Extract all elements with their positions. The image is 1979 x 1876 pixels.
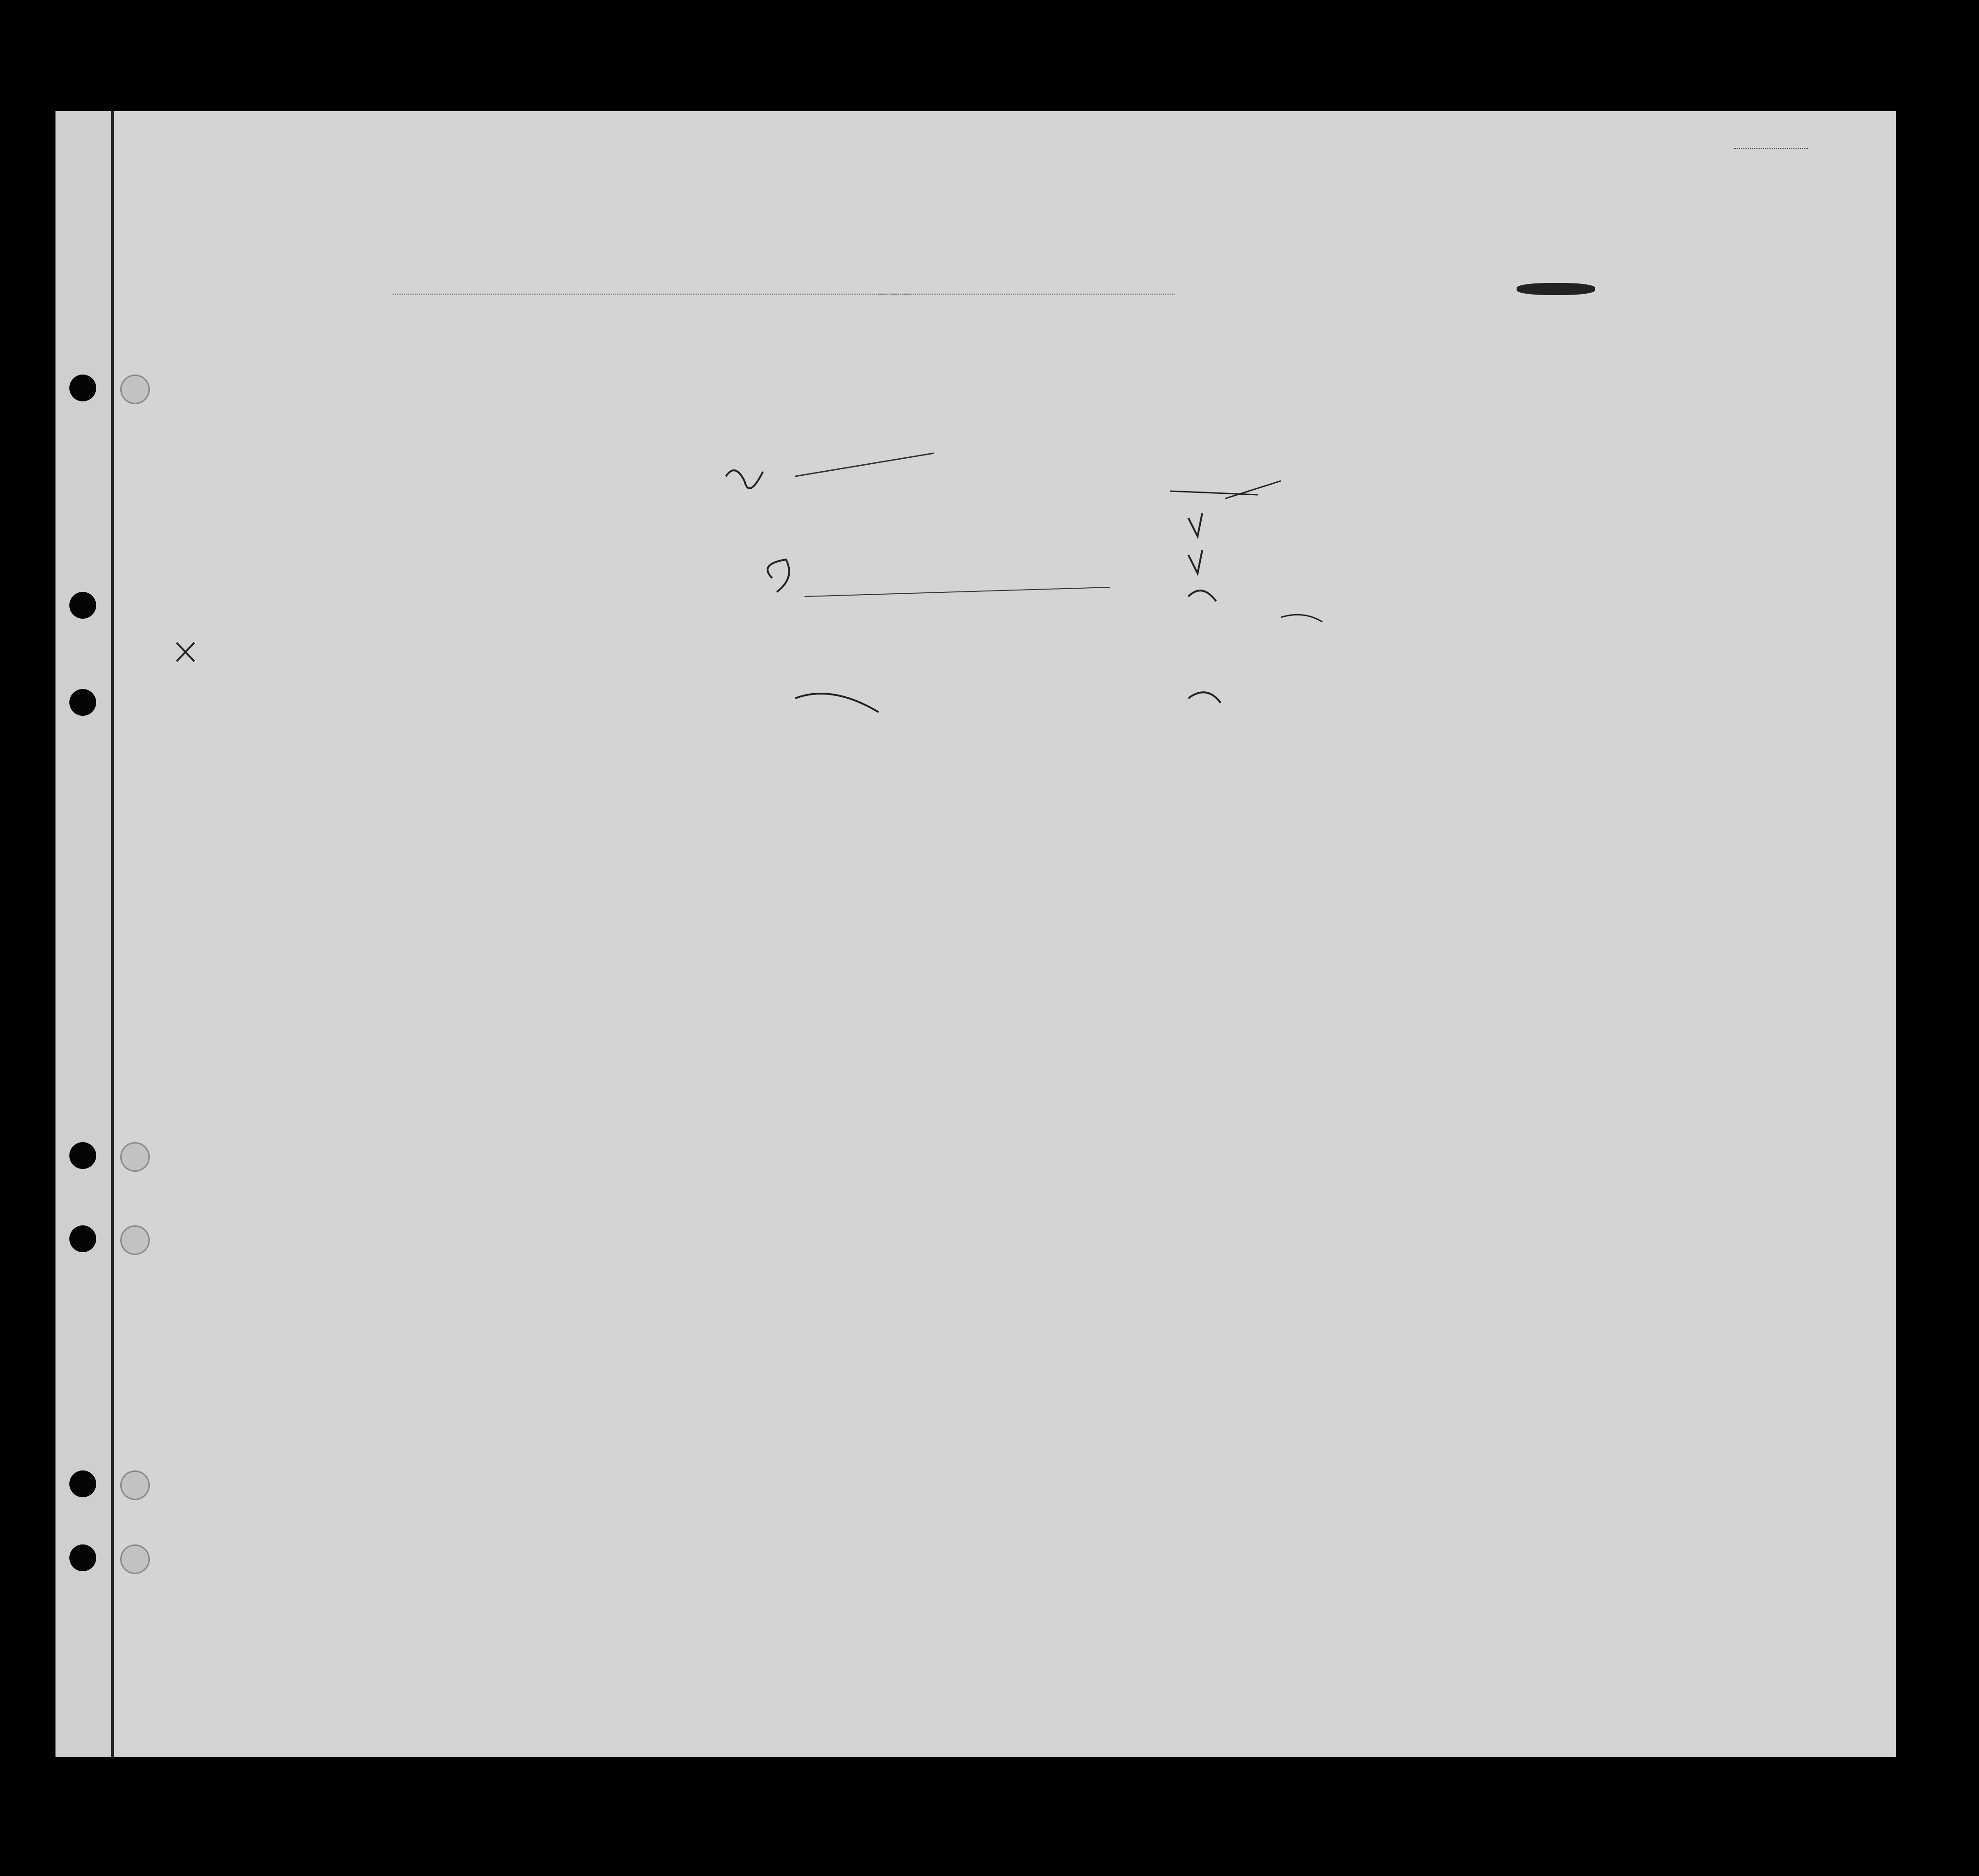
table-grid <box>55 111 1896 1757</box>
manifest-sheet <box>55 111 1896 1757</box>
